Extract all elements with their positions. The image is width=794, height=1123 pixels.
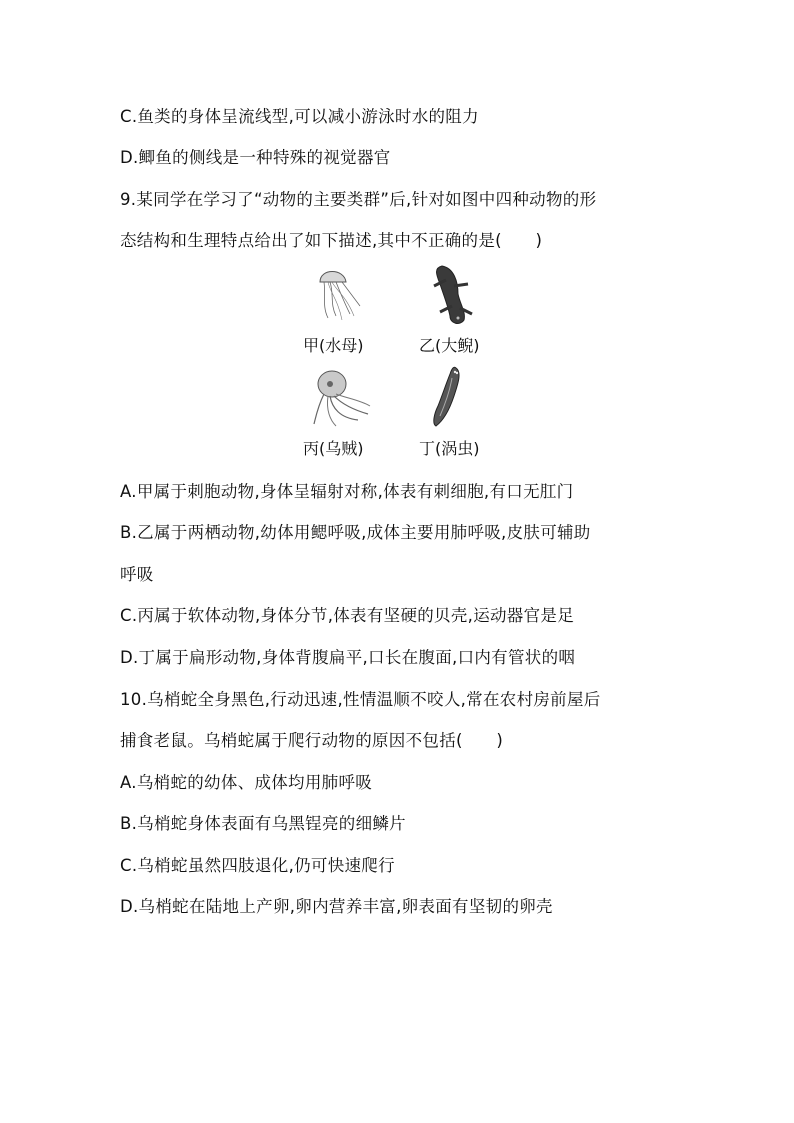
question-9-stem-line1: 9.某同学在学习了“动物的主要类群”后,针对如图中四种动物的形 — [120, 190, 597, 209]
option-8c: C.鱼类的身体呈流线型,可以减小游泳时水的阻力 — [120, 107, 479, 126]
option-8d: D.鲫鱼的侧线是一种特殊的视觉器官 — [120, 148, 391, 167]
option-10d: D.乌梢蛇在陆地上产卵,卵内营养丰富,卵表面有坚韧的卵壳 — [120, 897, 553, 916]
salamander-caption: 乙(大鲵) — [419, 336, 480, 355]
question-10-stem-line2: 捕食老鼠。乌梢蛇属于爬行动物的原因不包括( ) — [120, 731, 504, 750]
planarian-image — [428, 364, 468, 430]
option-9a: A.甲属于刺胞动物,身体呈辐射对称,体表有刺细胞,有口无肛门 — [120, 482, 574, 501]
salamander-image — [424, 262, 480, 326]
option-9d: D.丁属于扁形动物,身体背腹扁平,口长在腹面,口内有管状的咽 — [120, 648, 576, 667]
option-9b-line2: 呼吸 — [120, 565, 154, 584]
question-10-stem-line1: 10.乌梢蛇全身黑色,行动迅速,性情温顺不咬人,常在农村房前屋后 — [120, 690, 601, 709]
question-9-stem-line2: 态结构和生理特点给出了如下描述,其中不正确的是( ) — [120, 231, 543, 250]
option-9b-line1: B.乙属于两栖动物,幼体用鳃呼吸,成体主要用肺呼吸,皮肤可辅助 — [120, 523, 591, 542]
squid-caption: 丙(乌贼) — [303, 439, 364, 458]
option-10c: C.乌梢蛇虽然四肢退化,仍可快速爬行 — [120, 856, 395, 875]
option-9c: C.丙属于软体动物,身体分节,体表有坚硬的贝壳,运动器官是足 — [120, 606, 575, 625]
planarian-caption: 丁(涡虫) — [419, 439, 480, 458]
option-10a: A.乌梢蛇的幼体、成体均用肺呼吸 — [120, 773, 373, 792]
squid-image — [310, 366, 374, 428]
jellyfish-image — [310, 266, 370, 322]
option-10b: B.乌梢蛇身体表面有乌黑锃亮的细鳞片 — [120, 814, 406, 833]
jellyfish-caption: 甲(水母) — [303, 336, 364, 355]
